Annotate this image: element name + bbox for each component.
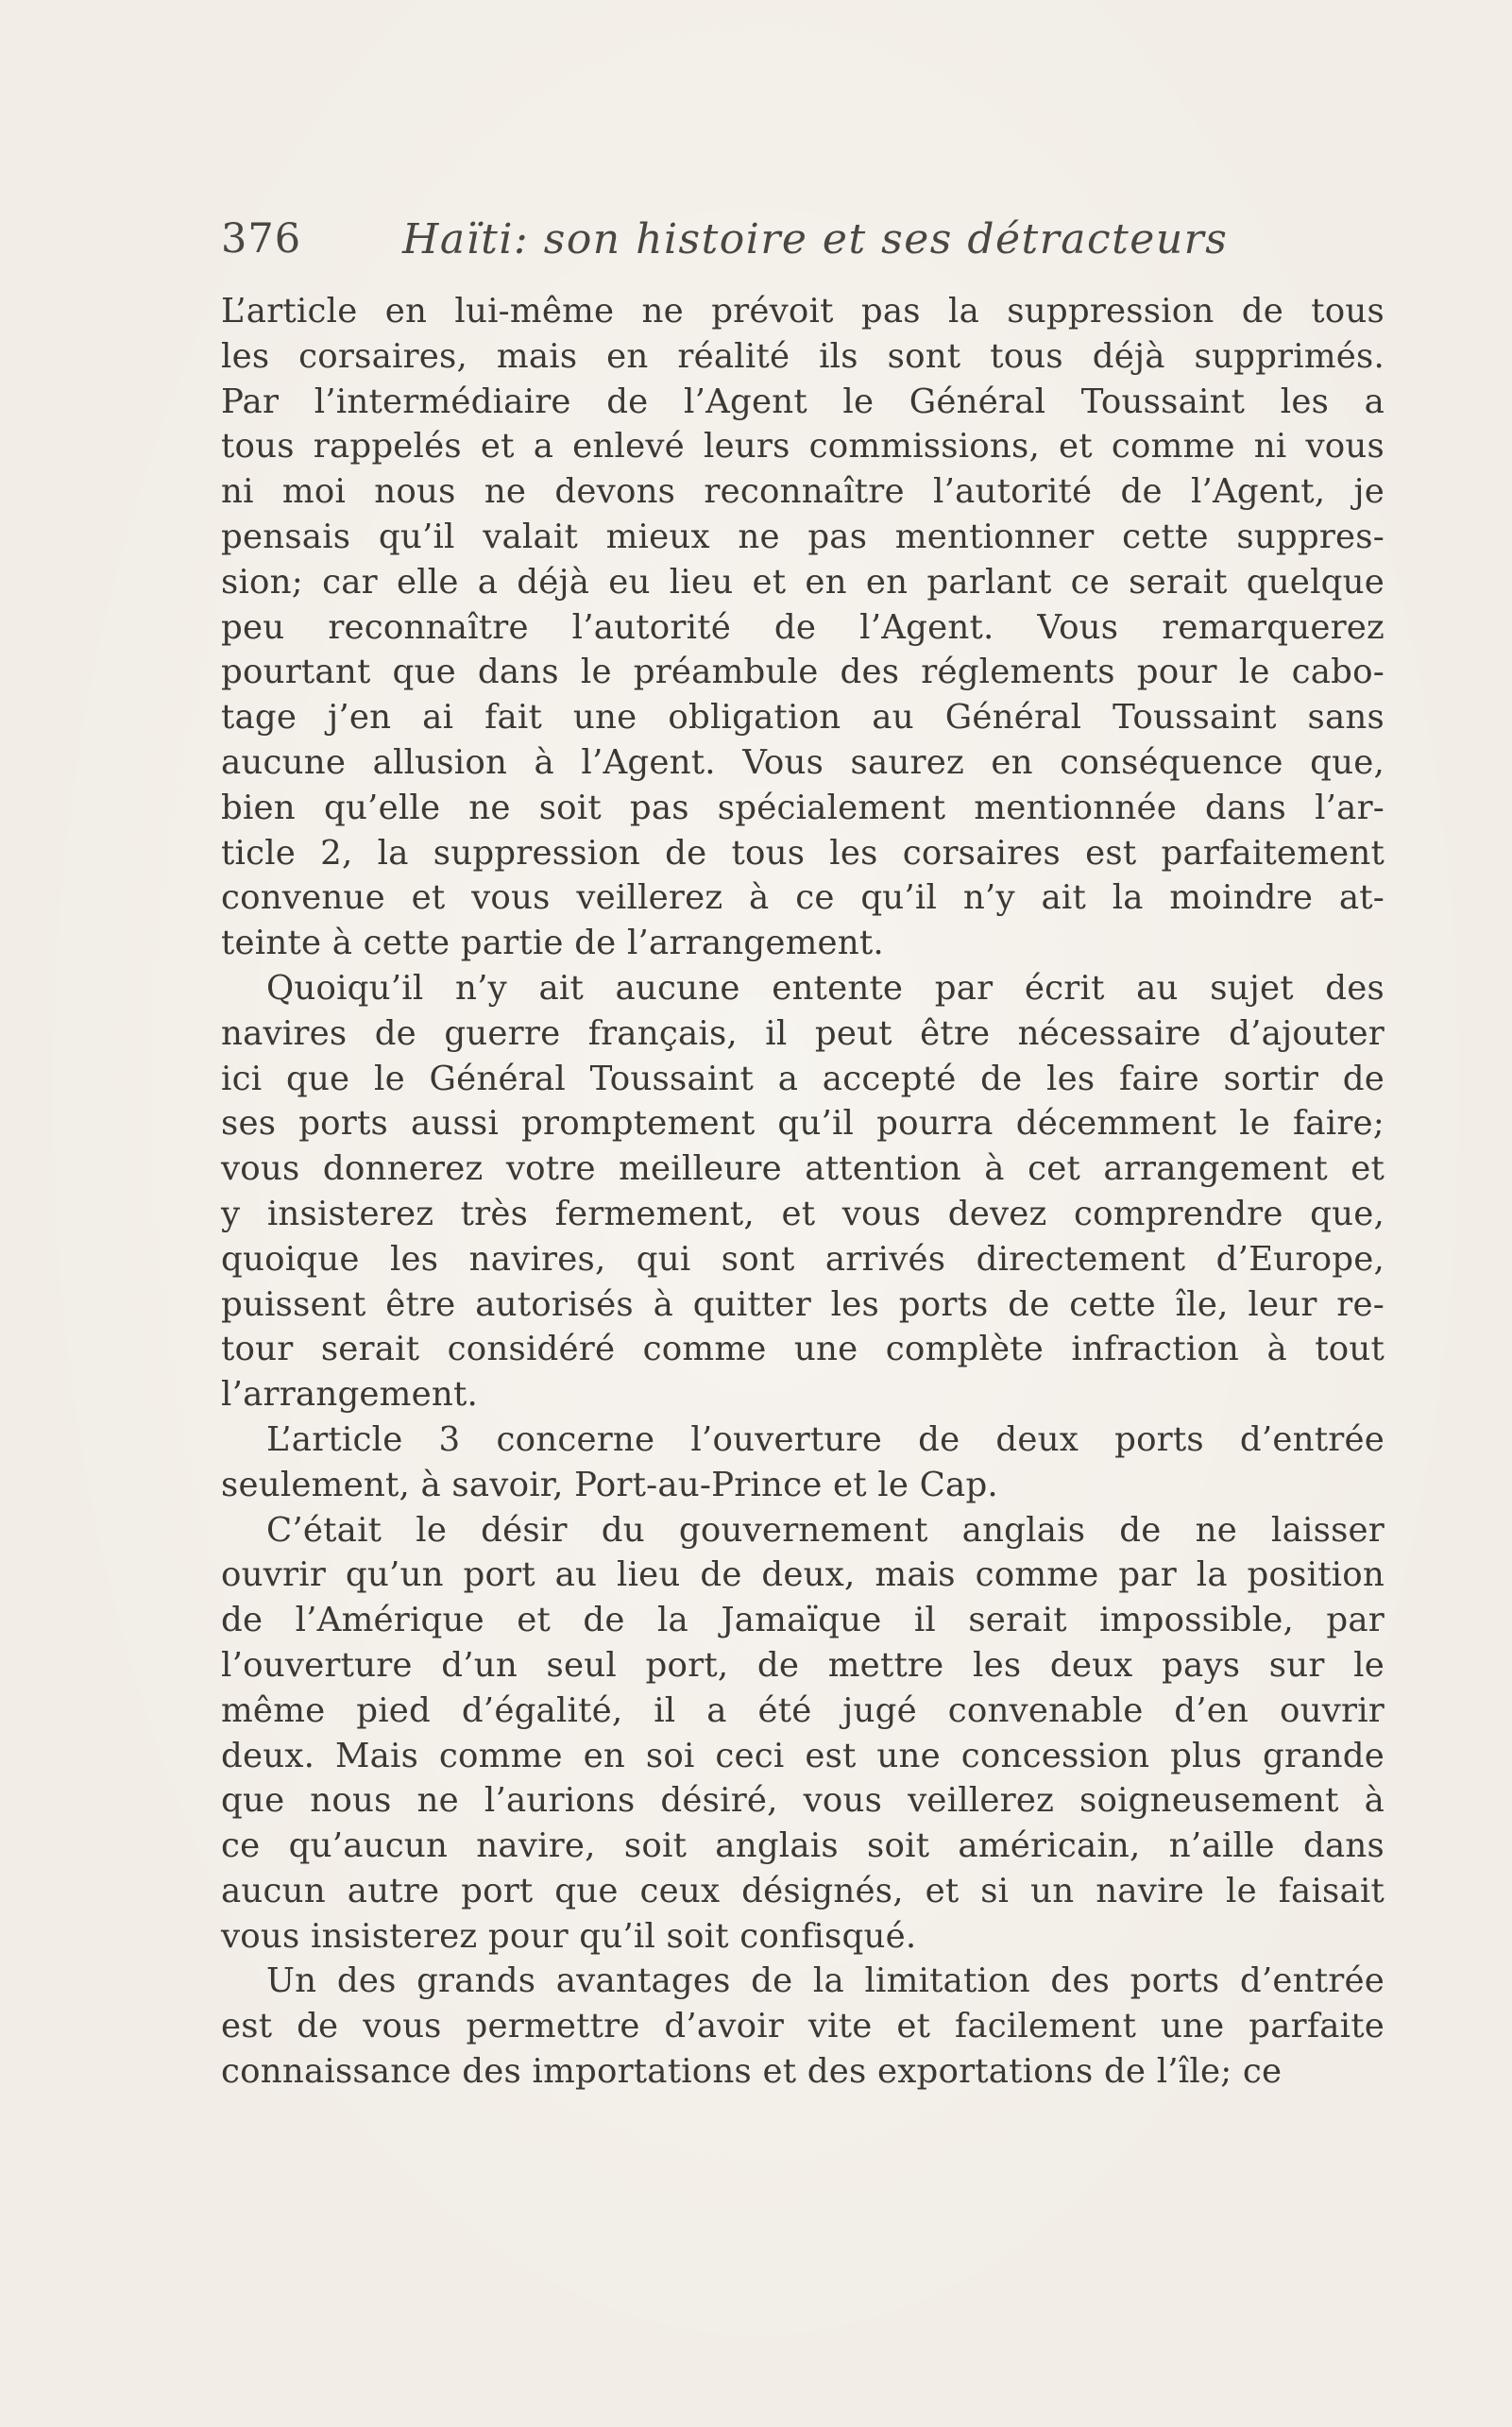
text-line: ce qu’aucun navire, soit anglais soit américain, n’aille dans — [221, 1826, 1385, 1866]
text-line: peu reconnaître l’autorité de l’Agent. Vous remarquerez — [221, 607, 1385, 647]
text-line: connaissance des importations et des exportations de l’île; ce — [221, 2052, 1283, 2092]
running-title: Haïti: son histoire et ses détracteurs — [402, 215, 1229, 263]
text-line: que nous ne l’aurions désiré, vous veillerez soigneusement à — [221, 1781, 1385, 1821]
paragraph — [221, 966, 1385, 1417]
text-line: vous insisterez pour qu’il soit confisqué. — [221, 1916, 917, 1956]
text-line: Par l’intermédiaire de l’Agent le Général Toussaint les a — [221, 382, 1385, 421]
paragraph — [221, 1959, 1385, 2094]
text-line: deux. Mais comme en soi ceci est une concession plus grande — [221, 1736, 1385, 1775]
text-line: est de vous permettre d’avoir vite et facilement une parfaite — [221, 2007, 1385, 2046]
text-line: aucun autre port que ceux désignés, et si un navire le faisait — [221, 1871, 1385, 1910]
text-line: pensais qu’il valait mieux ne pas mentionner cette suppres- — [221, 517, 1385, 556]
text-line: de l’Amérique et de la Jamaïque il serait impossible, par — [221, 1601, 1385, 1640]
text-line: ni moi nous ne devons reconnaître l’autorité de l’Agent, je — [221, 472, 1385, 512]
text-line: aucune allusion à l’Agent. Vous saurez en conséquence que, — [221, 742, 1385, 782]
text-line: ici que le Général Toussaint a accepté de les faire sortir de — [221, 1059, 1385, 1098]
text-line: convenue et vous veillerez à ce qu’il n’y ait la moindre at- — [221, 878, 1385, 918]
text-line: ticle 2, la suppression de tous les corsaires est parfaitement — [221, 833, 1385, 873]
text-line: bien qu’elle ne soit pas spécialement mentionnée dans l’ar- — [221, 788, 1385, 827]
paragraph — [221, 1417, 1385, 1508]
text-line: Un des grands avantages de la limitation des ports d’entrée — [266, 1961, 1385, 2001]
text-line: les corsaires, mais en réalité ils sont tous déjà supprimés. — [221, 336, 1385, 376]
text-line: tous rappelés et a enlevé leurs commissions, et comme ni vous — [221, 427, 1385, 467]
text-line: L’article 3 concerne l’ouverture de deux ports d’entrée — [266, 1419, 1385, 1459]
text-line: L’article en lui-même ne prévoit pas la suppression de tous — [221, 292, 1385, 331]
text-line: vous donnerez votre meilleure attention à cet arrangement et — [221, 1149, 1385, 1189]
text-line: y insisterez très fermement, et vous devez comprendre que, — [221, 1194, 1385, 1233]
text-line: l’ouverture d’un seul port, de mettre les deux pays sur le — [221, 1645, 1385, 1685]
text-line: ses ports aussi promptement qu’il pourra décemment le faire; — [221, 1104, 1385, 1144]
text-line: Quoiqu’il n’y ait aucune entente par écrit au sujet des — [266, 968, 1385, 1008]
text-line: navires de guerre français, il peut être nécessaire d’ajouter — [221, 1013, 1385, 1053]
text-line: teinte à cette partie de l’arrangement. — [221, 924, 884, 963]
text-line: pourtant que dans le préambule des réglements pour le cabo- — [221, 653, 1385, 692]
text-line: sion; car elle a déjà eu lieu et en en parlant ce serait quelque — [221, 562, 1385, 602]
paragraph — [221, 289, 1385, 966]
text-line: l’arrangement. — [221, 1375, 478, 1415]
page-number: 376 — [221, 215, 302, 263]
running-head — [221, 215, 1383, 272]
text-line: seulement, à savoir, Port-au-Prince et le Cap. — [221, 1465, 998, 1504]
text-line: ouvrir qu’un port au lieu de deux, mais comme par la position — [221, 1555, 1385, 1595]
text-line: même pied d’égalité, il a été jugé convenable d’en ouvrir — [221, 1690, 1385, 1730]
text-line: tour serait considéré comme une complète infraction à tout — [221, 1330, 1385, 1369]
body-text — [221, 289, 1385, 2095]
paragraph — [221, 1508, 1385, 1960]
text-line: puissent être autorisés à quitter les ports de cette île, leur re- — [221, 1284, 1385, 1324]
text-line: quoique les navires, qui sont arrivés directement d’Europe, — [221, 1239, 1385, 1279]
text-line: tage j’en ai fait une obligation au Général Toussaint sans — [221, 698, 1385, 738]
text-line: C’était le désir du gouvernement anglais de ne laisser — [266, 1510, 1385, 1550]
